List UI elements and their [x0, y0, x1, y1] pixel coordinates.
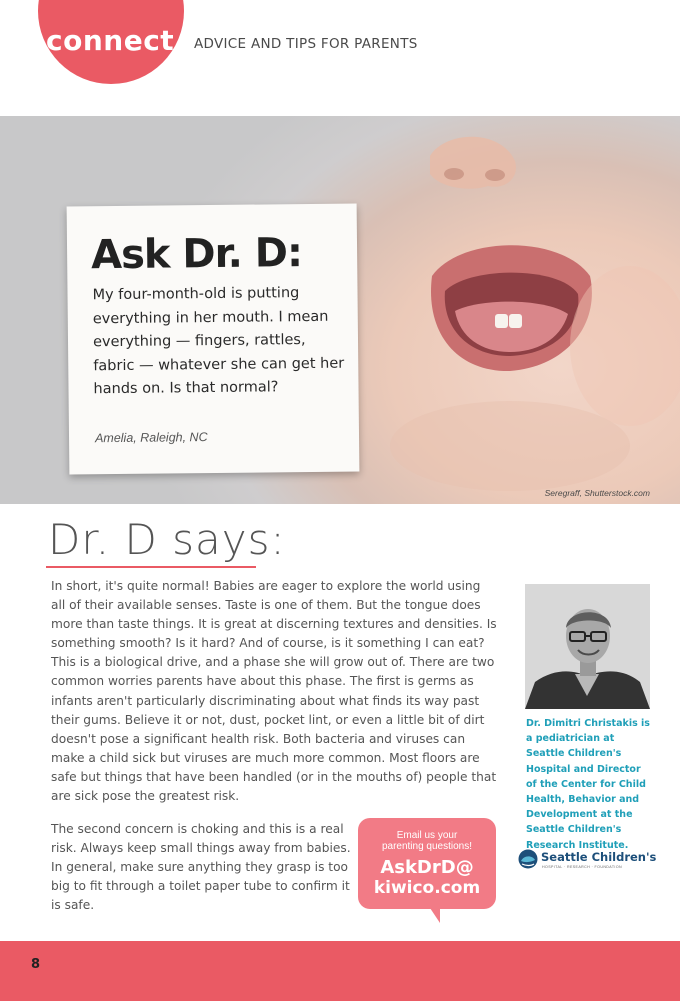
answer-paragraph-1: In short, it's quite normal! Babies are eager to explore the world using all of their available senses. Taste is one of them. But the tongue does more than taste things. It is great at discerning textures and densities. Is something smooth? Is it hard? And of course, is it something I can eat? This is a biological drive, and a phase she will grow out of. There are two common worries parents have about this phase. The first is germs as infants aren't particularly discriminating about what finds its way past their gums. Believe it or not, dust, pocket lint, or even a little bit of dirt doesn't pose a significant health risk. Both bacteria and viruses can make a child sick but viruses are much more common. Most floors are safe but things that have been handled (or in the mouths of) people that are sick pose the greatest risk.	[51, 579, 497, 804]
question-card	[67, 203, 360, 474]
question-author: Amelia, Raleigh, NC	[94, 430, 208, 446]
email-link-part-2[interactable]: kiwico.com	[373, 878, 481, 898]
seattle-childrens-logo	[518, 848, 657, 874]
whale-icon	[518, 849, 538, 869]
doctor-portrait	[525, 584, 650, 709]
email-link-part-1[interactable]: AskDrD@	[380, 857, 474, 878]
reader-question: My four-month-old is putting everything in her mouth. I mean everything — fingers, rattles, fabric — whatever she can get her hands on. Is that normal?	[92, 285, 345, 398]
answer-paragraph-2: The second concern is choking and this is a real risk. Always keep small things away from babies. In general, make sure anything they grasp is too big to fit through a toilet paper tube to confirm it is safe.	[51, 822, 351, 913]
section-title: ADVICE AND TIPS FOR PARENTS	[194, 36, 418, 52]
bubble-tail	[428, 905, 440, 923]
portrait-illustration	[525, 584, 650, 709]
answer-heading: Dr. D says:	[48, 515, 286, 564]
card-heading: Ask Dr. D:	[90, 230, 303, 279]
photo-credit: Seregraff, Shutterstock.com	[544, 488, 650, 498]
heading-underline	[46, 566, 256, 568]
contact-bubble	[358, 818, 496, 909]
brand-label: connect	[46, 24, 175, 57]
doctor-caption: Dr. Dimitri Christakis is a pediatrician at Seattle Children's Hospital and Director of the Center for Child Health, Behavior and Development at the Seattle Children's Research Institute.	[526, 718, 650, 851]
logo-name: Seattle Children's	[541, 850, 657, 864]
bubble-prompt-1: Email us your	[396, 830, 458, 841]
logo-tagline: HOSPITAL · RESEARCH · FOUNDATION	[542, 865, 623, 869]
footer-bar	[0, 941, 680, 1001]
page-number: 8	[31, 957, 41, 972]
bubble-prompt-2: parenting questions!	[381, 841, 473, 852]
